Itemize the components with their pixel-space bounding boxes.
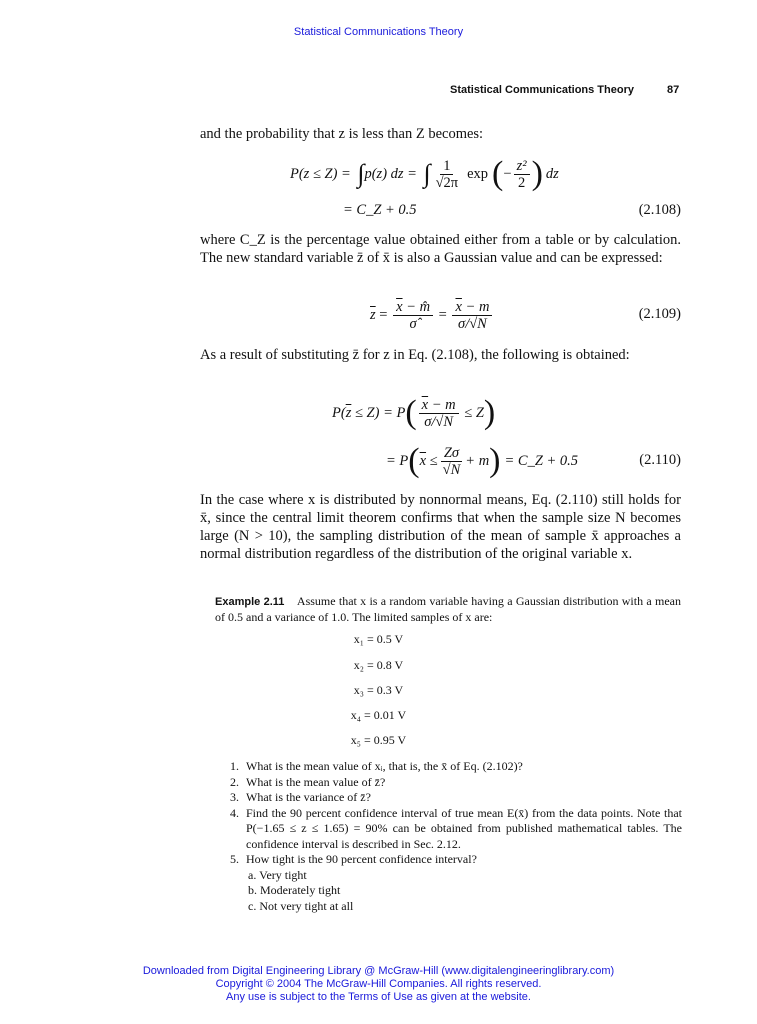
sample-3: x₃ = 0.3 V xyxy=(353,683,404,697)
question-4: 4. Find the 90 percent confidence interval of true mean E(x̄) from the data points. Note that P(−1.65 ≤ z ≤ 1.65) = 90% can be obtained from published mathematical tables. The confidence interval is described in Sec. 2.12. xyxy=(230,805,682,851)
option-a: a. Very tight xyxy=(248,867,307,882)
paragraph-2: As a result of substituting z̄ for z in Eq. (2.108), the following is obtained: xyxy=(200,347,630,363)
example-2-11 xyxy=(215,594,681,625)
sample-5: x₅ = 0.95 V xyxy=(350,733,407,747)
footer-line-1[interactable]: Downloaded from Digital Engineering Library @ McGraw-Hill (www.digitalengineeringlibrary.com) xyxy=(142,965,615,977)
footer-line-2[interactable]: Copyright © 2004 The McGraw-Hill Companies. All rights reserved. xyxy=(215,978,542,990)
sample-1: x₁ = 0.5 V xyxy=(353,632,404,646)
example-label: Example 2.11 xyxy=(215,596,285,608)
sample-4: x₄ = 0.01 V xyxy=(350,708,407,722)
integral-sign: ∫ xyxy=(350,159,365,188)
example-text: Assume that x is a random variable having a Gaussian distribution with a mean of 0.5 and a variance of 1.0. The limited samples of x are: xyxy=(215,594,681,624)
page-number: 87 xyxy=(667,84,680,96)
question-5: 5. How tight is the 90 percent confidence interval? xyxy=(230,852,477,866)
eq108-pz: p(z) dz = xyxy=(364,165,417,182)
eq108-dz: dz xyxy=(545,165,559,182)
eq108-exp-num: z² xyxy=(514,158,530,175)
integral-sign-2: ∫ xyxy=(416,159,431,188)
equation-2-110-line2: = P ( $\overline{x}$ ≤ $\frac{Z\sigma}{√N}$ + m ) = C_Z + 0.5 xyxy=(386,442,579,479)
footer-line-3[interactable]: Any use is subject to the Terms of Use as given at the website. xyxy=(226,991,531,1003)
eq108-exp-den: 2 xyxy=(517,174,526,191)
equation-2-110-line1: $P(\overline{z} \le Z) = P$ ( $\frac{\overline{x} - m}{\sigma/√N}$ ≤ Z ) xyxy=(332,394,496,431)
option-b: b. Moderately tight xyxy=(248,883,341,897)
eq108-frac-num: 1 xyxy=(440,158,453,175)
eq108-number: (2.108) xyxy=(638,202,681,218)
right-paren: ) xyxy=(531,155,543,192)
equation-2-109: $\overline{z}$ = $\frac{\overline{x} - m̂}{\sigmâ}$ = $\frac{\overline{x} - m}{\sigma/√N}$ xyxy=(370,295,494,335)
eq108-frac-den: √2π xyxy=(435,174,459,191)
footer xyxy=(0,965,757,1004)
paragraph-3: In the case where x is distributed by nonnormal means, Eq. (2.110) still holds for x̄, since the central limit theorem confirms that when the sample size N becomes large (N > 10), the sampling distribution of the mean of sample x̄ approaches a normal distribution regardless of the distribution of the original variable x. xyxy=(200,492,681,562)
running-title: Statistical Communications Theory xyxy=(450,84,634,96)
eq108-fraction xyxy=(433,158,462,191)
eq108-lhs: P(z ≤ Z) = xyxy=(290,165,351,182)
eq108-exp-fraction xyxy=(514,158,530,191)
eq109-number: (2.109) xyxy=(638,306,681,322)
top-header-link[interactable]: Statistical Communications Theory xyxy=(293,26,464,38)
intro-text: and the probability that z is less than Z becomes: xyxy=(200,126,484,142)
eq108-line2: = C_Z + 0.5 xyxy=(343,202,417,218)
eq110-tail: = C_Z + 0.5 xyxy=(504,452,579,469)
paragraph-1: where C_Z is the percentage value obtained either from a table or by calculation. The new standard variable z̄ of x̄ is also a Gaussian value and can be expressed: xyxy=(200,232,681,266)
eq108-exp: exp xyxy=(467,165,489,182)
sample-2: x₂ = 0.8 V xyxy=(353,658,404,672)
question-3: 3. What is the variance of z̄? xyxy=(230,790,371,804)
question-2: 2. What is the mean value of z̄? xyxy=(230,774,386,789)
question-list xyxy=(230,759,682,914)
equation-2-108: P(z ≤ Z) = ∫ p(z) dz = ∫ $\frac{1}{√2\pi}$ exp ( − $\frac{\text{z²}}{2}$ ) dz xyxy=(290,155,559,192)
left-paren: ( xyxy=(492,155,504,192)
option-c: c. Not very tight at all xyxy=(248,898,354,913)
question-1: 1. What is the mean value of xᵢ, that is, the x̄ of Eq. (2.102)? xyxy=(230,759,523,773)
eq110-number: (2.110) xyxy=(639,452,681,468)
